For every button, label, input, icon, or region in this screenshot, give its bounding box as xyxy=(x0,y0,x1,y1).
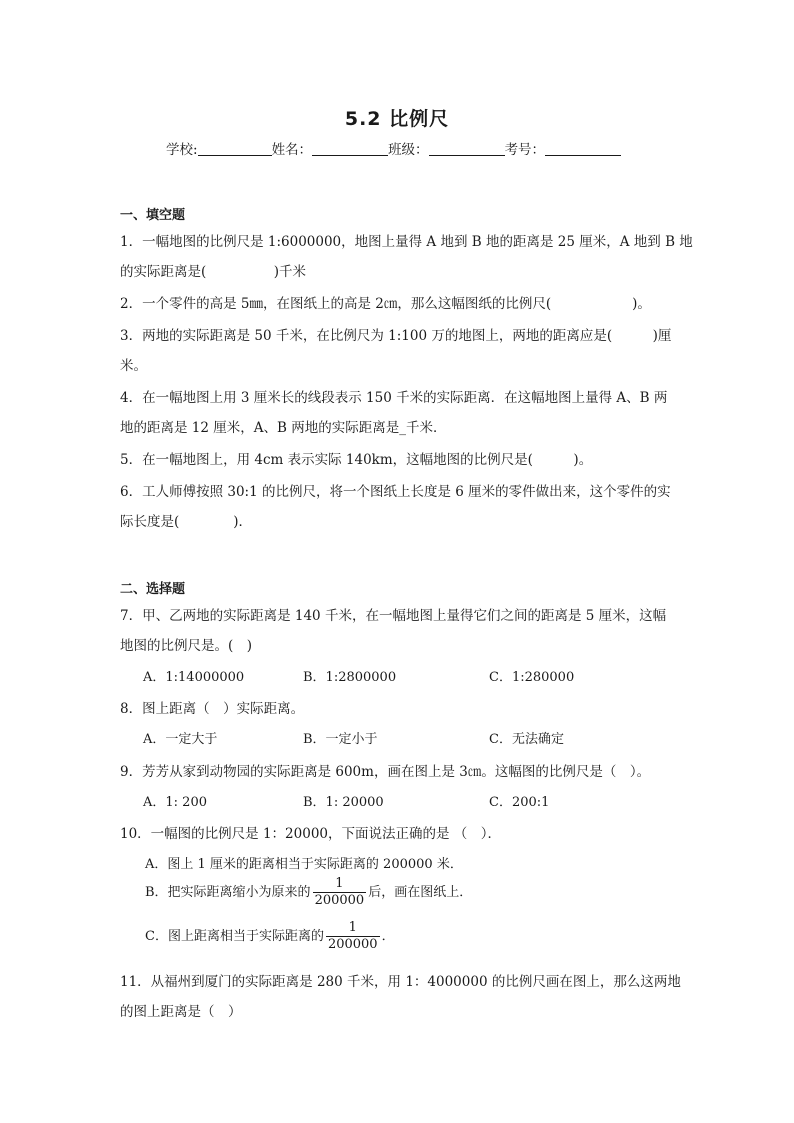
option-c-text-before: C．图上距离相当于实际距离的 xyxy=(145,929,324,944)
question-5-line-1: 5．在一幅地图上，用 4cm 表示实际 140km，这幅地图的比例尺是( )。 xyxy=(120,452,593,468)
question-1-line-2: 的实际距离是( )千米 xyxy=(120,264,307,280)
fraction-one-over-200000 xyxy=(326,920,380,953)
school-blank[interactable] xyxy=(198,141,272,156)
question-9-option-c[interactable]: C．200:1 xyxy=(489,795,550,810)
name-blank[interactable] xyxy=(312,141,388,156)
fraction-numerator: 1 xyxy=(348,920,357,935)
number-blank[interactable] xyxy=(545,141,621,156)
question-1-line-1: 1．一幅地图的比例尺是 1:6000000，地图上量得 A 地到 B 地的距离是 25 厘米，A 地到 B 地 xyxy=(120,234,693,250)
question-8-line-1: 8．图上距离（ ）实际距离。 xyxy=(120,701,305,717)
fraction-denominator: 200000 xyxy=(314,893,365,908)
option-b-text-before: B．把实际距离缩小为原来的 xyxy=(145,885,311,900)
question-11-line-2: 的图上距离是（ ） xyxy=(120,1004,242,1020)
section-fill-heading: 一、填空题 xyxy=(120,208,186,223)
question-8-option-c[interactable]: C．无法确定 xyxy=(489,732,564,747)
question-2-line-1: 2．一个零件的高是 5㎜，在图纸上的高是 2㎝，那么这幅图纸的比例尺( )。 xyxy=(120,296,651,312)
question-9-line-1: 9．芳芳从家到动物园的实际距离是 600m，画在图上是 3㎝。这幅图的比例尺是（ ）。 xyxy=(120,764,651,780)
question-10-option-c[interactable] xyxy=(145,920,395,953)
question-10-option-a[interactable]: A．图上 1 厘米的距离相当于实际距离的 200000 米． xyxy=(145,857,463,872)
question-3-line-2: 米。 xyxy=(120,358,147,374)
question-7-option-b[interactable]: B．1:2800000 xyxy=(303,670,397,685)
class-label: 班级： xyxy=(388,142,429,158)
fraction-numerator: 1 xyxy=(335,876,344,891)
question-7-option-c[interactable]: C．1:280000 xyxy=(489,670,575,685)
page-title: 5.2 比例尺 xyxy=(344,108,450,130)
question-10-line-1: 10．一幅图的比例尺是 1：20000，下面说法正确的是 （ ）． xyxy=(120,826,502,842)
question-4-line-1: 4．在一幅地图上用 3 厘米长的线段表示 150 千米的实际距离．在这幅地图上量得 A、B 两 xyxy=(120,390,668,406)
fraction-denominator: 200000 xyxy=(327,937,378,952)
option-c-text-after: ． xyxy=(381,929,395,944)
fraction-one-over-200000 xyxy=(313,876,367,909)
question-8-option-a[interactable]: A．一定大于 xyxy=(143,732,218,747)
question-4-line-2: 地的距离是 12 厘米，A、B 两地的实际距离是_千米． xyxy=(120,420,447,436)
question-6-line-2: 际长度是( )． xyxy=(120,514,253,530)
question-7-option-a[interactable]: A．1:14000000 xyxy=(143,670,245,685)
question-3-line-1: 3．两地的实际距离是 50 千米，在比例尺为 1:100 万的地图上，两地的距离应是( )厘 xyxy=(120,328,672,344)
section-choice-heading: 二、选择题 xyxy=(120,582,186,597)
question-9-option-a[interactable]: A．1: 200 xyxy=(143,795,207,810)
question-7-line-2: 地图的比例尺是。( ) xyxy=(120,638,253,654)
number-label: 考号： xyxy=(504,142,546,158)
school-label: 学校: xyxy=(166,142,198,158)
class-blank[interactable] xyxy=(429,141,505,156)
question-6-line-1: 6．工人师傅按照 30:1 的比例尺，将一个图纸上长度是 6 厘米的零件做出来，这个零件的实 xyxy=(120,484,671,500)
question-9-option-b[interactable]: B．1: 20000 xyxy=(303,795,384,810)
question-10-option-b[interactable] xyxy=(145,876,472,909)
student-info-line xyxy=(166,138,621,158)
option-b-text-after: 后，画在图纸上． xyxy=(368,885,473,900)
name-label: 姓名： xyxy=(271,142,313,158)
question-11-line-1: 11．从福州到厦门的实际距离是 280 千米，用 1：4000000 的比例尺画在图上，那么这两地 xyxy=(120,974,681,990)
question-7-line-1: 7．甲、乙两地的实际距离是 140 千米，在一幅地图上量得它们之间的距离是 5 厘米，这幅 xyxy=(120,608,667,624)
question-8-option-b[interactable]: B．一定小于 xyxy=(303,732,378,747)
